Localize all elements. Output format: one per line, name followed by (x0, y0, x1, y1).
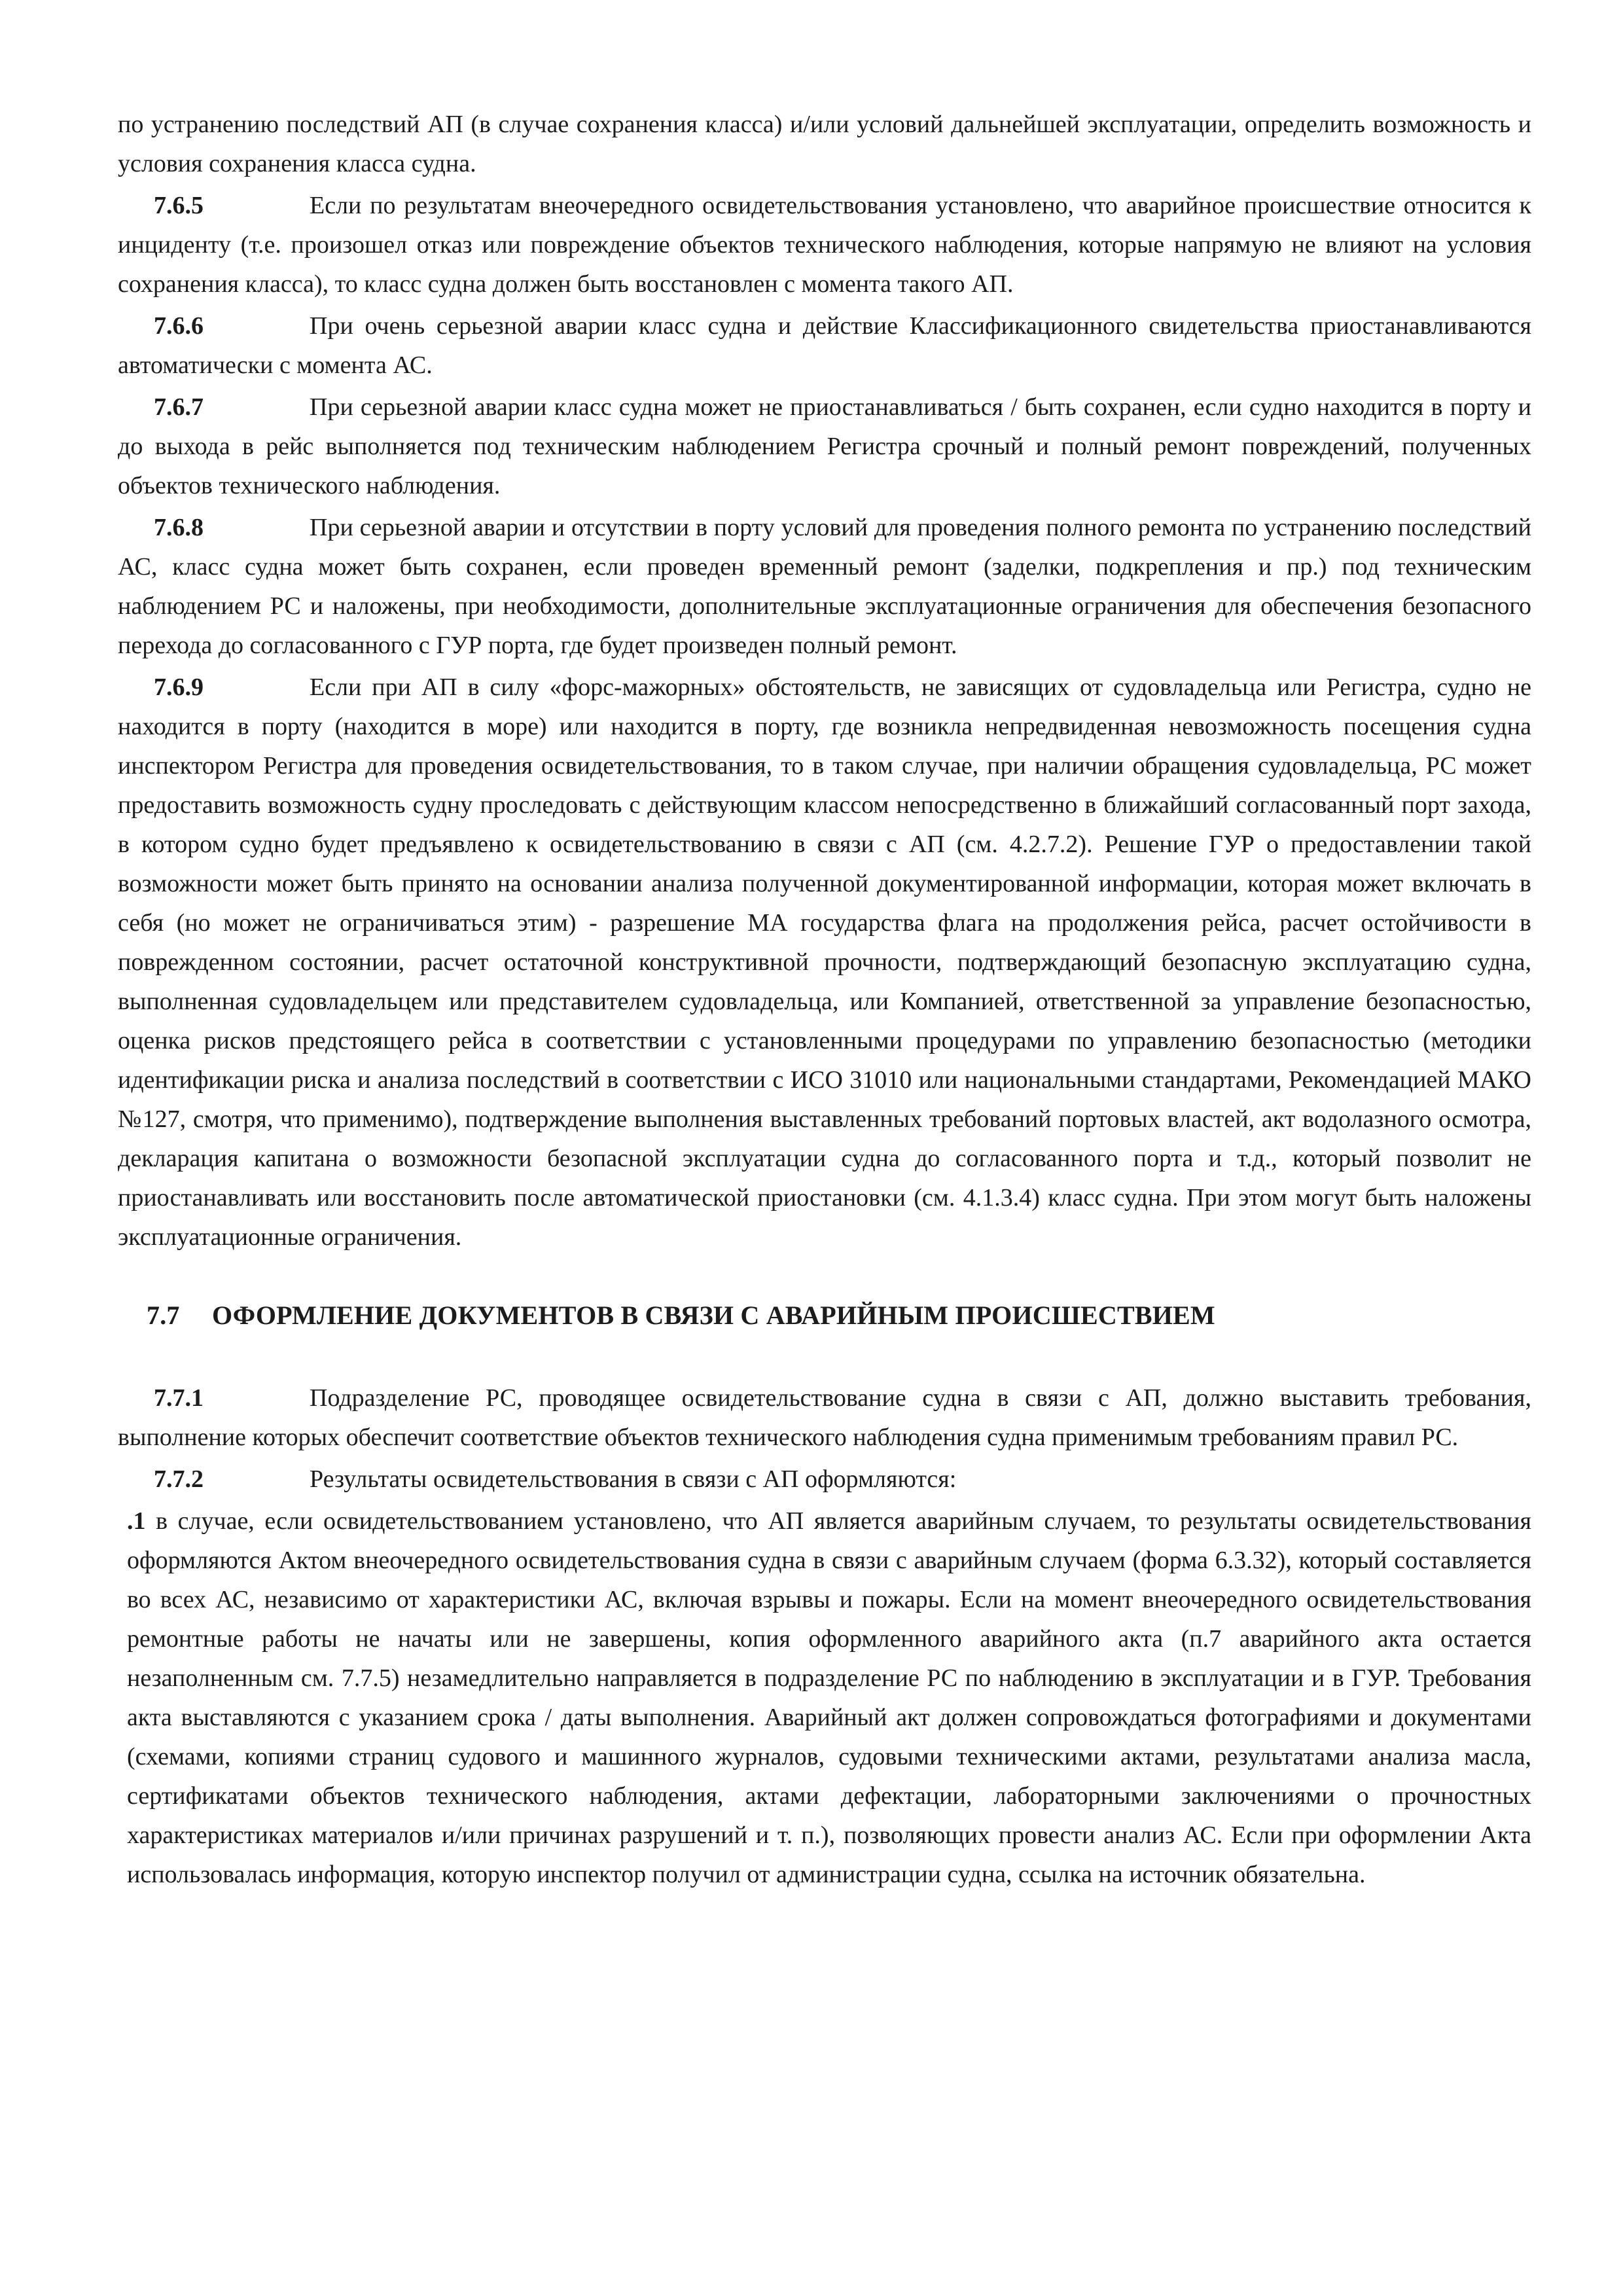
paragraph-number: 7.7.2 (154, 1465, 204, 1493)
paragraph-number: 7.7.1 (154, 1384, 204, 1412)
intro-continuation: по устранению последствий АП (в случае сохранения класса) и/или условий дальнейшей эксплуатации, определить возможность и условия сохранения класса судна. (118, 111, 1531, 177)
list-item-1 (118, 1501, 1531, 1894)
paragraph-text: Если по результатам внеочередного освидетельствования установлено, что аварийное происшествие относится к инциденту (т.е. произошел отказ или повреждение объектов технического наблюдения, которые напрямую не влияют на условия сохранения класса), то класс судна должен быть восстановлен с момента такого АП. (118, 192, 1531, 298)
paragraph-7-7-1 (118, 1378, 1531, 1457)
section-number: 7.7 (147, 1300, 180, 1330)
section-title: ОФОРМЛЕНИЕ ДОКУМЕНТОВ В СВЯЗИ С АВАРИЙНЫМ ПРОИСШЕСТВИЕМ (212, 1300, 1215, 1330)
item-number: .1 (127, 1507, 146, 1535)
item-text: в случае, если освидетельствованием установлено, что АП является аварийным случаем, то результаты освидетельствования оформляются Актом внеочередного освидетельствования судна в связи с аварийным случаем (форма 6.3.32), который составляется во всех АС, независимо от характеристики АС, включая взрывы и пожары. Если на момент внеочередного освидетельствования ремонтные работы не начаты или не завершены, копия оформленного аварийного акта (п.7 аварийного акта остается незаполненным см. 7.7.5) незамедлительно направляется в подразделение РС по наблюдению в эксплуатации и в ГУР. Требования акта выставляются с указанием срока / даты выполнения. Аварийный акт должен сопровождаться фотографиями и документами (схемами, копиями страниц судового и машинного журналов, судовыми техническими актами, результатами анализа масла, сертификатами объектов технического наблюдения, актами дефектации, лабораторными заключениями о прочностных характеристиках материалов и/или причинах разрушений и т. п.), позволяющих провести анализ АС. Если при оформлении Акта использовалась информация, которую инспектор получил от администрации судна, ссылка на источник обязательна. (127, 1507, 1531, 1888)
paragraph-number: 7.6.6 (154, 312, 204, 340)
paragraph-7-7-2 (118, 1460, 1531, 1499)
paragraph-number: 7.6.9 (154, 673, 204, 701)
paragraph-text: При очень серьезной аварии класс судна и действие Классификационного свидетельства приостанавливаются автоматически с момента АС. (118, 312, 1531, 379)
paragraph-number: 7.6.5 (154, 192, 204, 219)
paragraph-number: 7.6.7 (154, 393, 204, 421)
paragraph-7-6-9 (118, 668, 1531, 1257)
section-heading-7-7 (118, 1296, 1531, 1335)
paragraph-7-6-8 (118, 508, 1531, 665)
paragraph-text: При серьезной аварии класс судна может не приостанавливаться / быть сохранен, если судно находится в порту и до выхода в рейс выполняется под техническим наблюдением Регистра срочный и полный ремонт повреждений, полученных объектов технического наблюдения. (118, 393, 1531, 499)
paragraph-number: 7.6.8 (154, 514, 204, 541)
paragraph-7-6-5 (118, 186, 1531, 304)
paragraph-text: Если при АП в силу «форс-мажорных» обстоятельств, не зависящих от судовладельца или Регистра, судно не находится в порту (находится в море) или находится в порту, где возникла непредвиденная невозможность посещения судна инспектором Регистра для проведения освидетельствования, то в таком случае, при наличии обращения судовладельца, РС может предоставить возможность судну проследовать с действующим классом непосредственно в ближайший согласованный порт захода, в котором судно будет предъявлено к освидетельствованию в связи с АП (см. 4.2.7.2). Решение ГУР о предоставлении такой возможности может быть принято на основании анализа полученной документированной информации, которая может включать в себя (но может не ограничиваться этим) - разрешение МА государства флага на продолжения рейса, расчет остойчивости в поврежденном состоянии, расчет остаточной конструктивной прочности, подтверждающий безопасную эксплуатацию судна, выполненная судовладельцем или представителем судовладельца, или Компанией, ответственной за управление безопасностью, оценка рисков предстоящего рейса в соответствии с установленными процедурами по управлению безопасностью (методики идентификации риска и анализа последствий в соответствии с ИСО 31010 или национальными стандартами, Рекомендацией МАКО №127, смотря, что применимо), подтверждение выполнения выставленных требований портовых властей, акт водолазного осмотра, декларация капитана о возможности безопасной эксплуатации судна до согласованного порта и т.д., который позволит не приостанавливать или восстановить после автоматической приостановки (см. 4.1.3.4) класс судна. При этом могут быть наложены эксплуатационные ограничения. (118, 673, 1531, 1251)
paragraph-text: При серьезной аварии и отсутствии в порту условий для проведения полного ремонта по устранению последствий АС, класс судна может быть сохранен, если проведен временный ремонт (заделки, подкрепления и пр.) под техническим наблюдением РС и наложены, при необходимости, дополнительные эксплуатационные ограничения для обеспечения безопасного перехода до согласованного с ГУР порта, где будет произведен полный ремонт. (118, 514, 1531, 659)
paragraph-text: Подразделение РС, проводящее освидетельствование судна в связи с АП, должно выставить требования, выполнение которых обеспечит соответствие объектов технического наблюдения судна применимым требованиям правил РС. (118, 1384, 1531, 1451)
paragraph-7-6-7 (118, 387, 1531, 505)
paragraph-7-6-6 (118, 306, 1531, 385)
paragraph-text: Результаты освидетельствования в связи с АП оформляются: (310, 1465, 957, 1493)
